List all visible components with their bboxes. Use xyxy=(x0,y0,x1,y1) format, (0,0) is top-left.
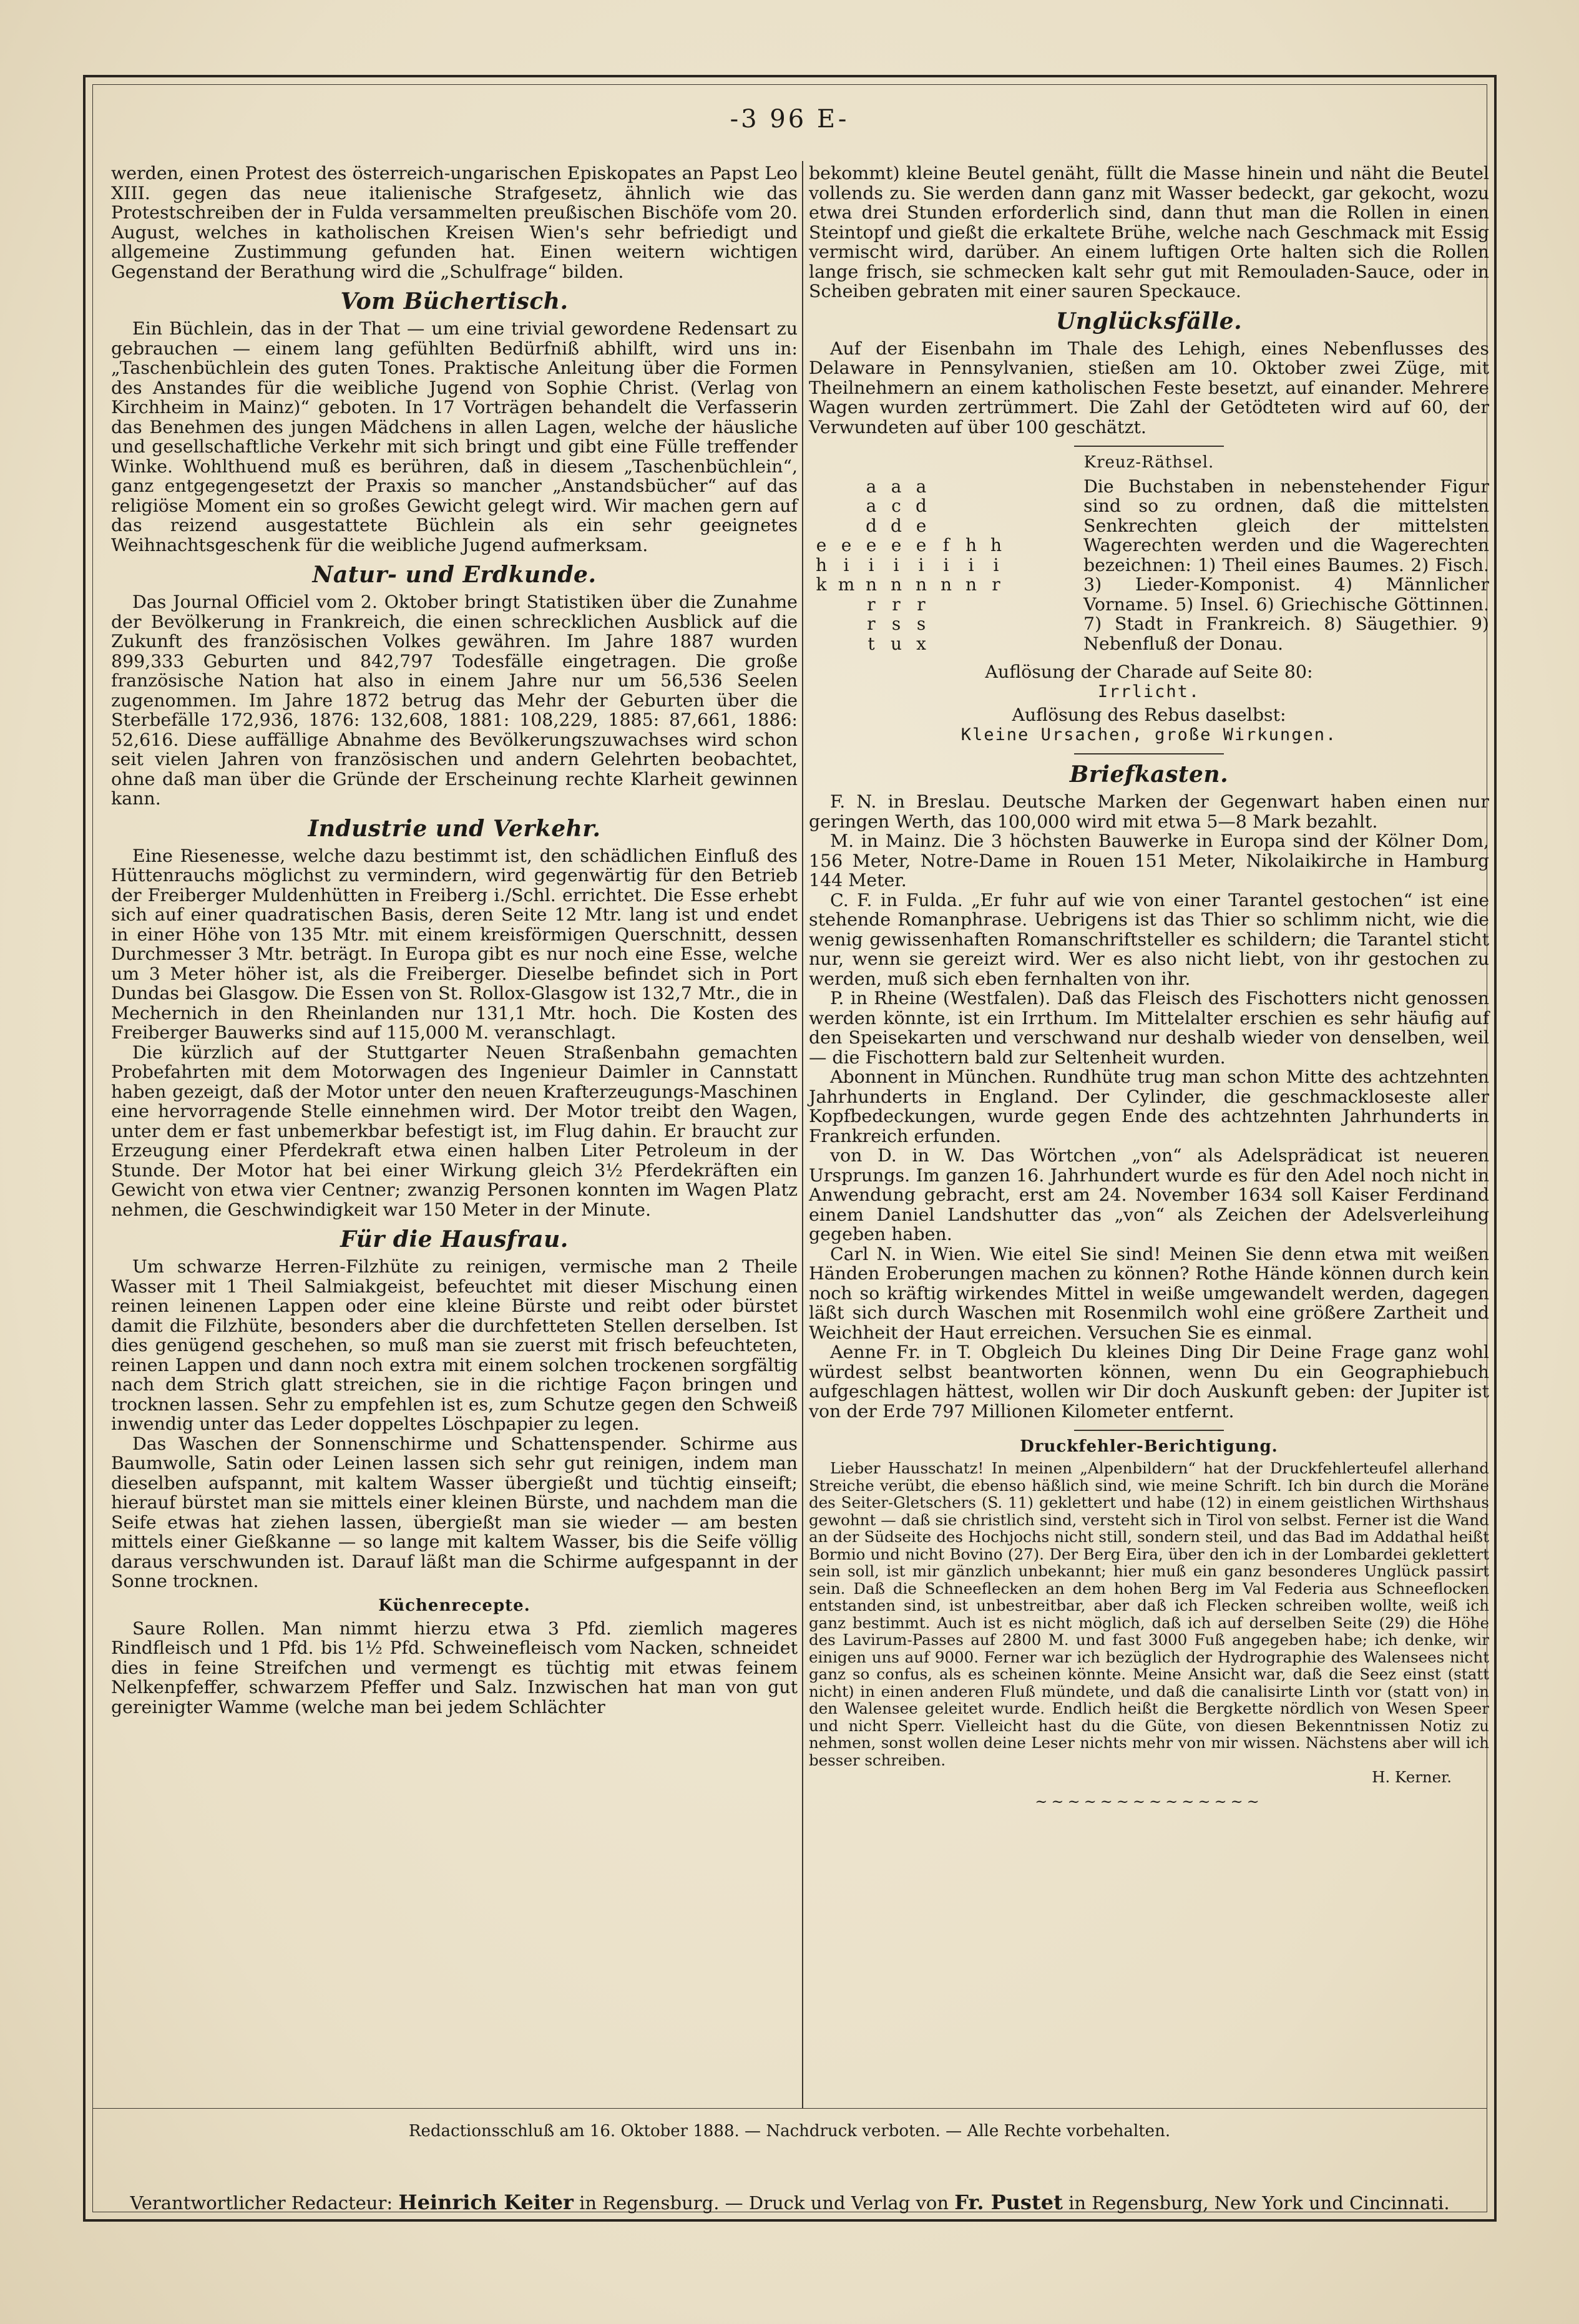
puzzle-cell xyxy=(834,477,859,497)
puzzle-cell: s xyxy=(916,613,926,634)
puzzle-instructions: Die Buchstaben in nebenstehender Figur sind so zu ordnen, daß die mittelsten Senkrechten gleich der mittelsten Wagerechten werden und die Wagerechten bezeichnen: 1) Theil eines Baumes. 2) Fisch. 3) Lieder-Komponist. 4) Männlicher Vorname. 5) Insel. 6) Griechische Göttinnen. 7) Stadt in Frankreich. 8) Säugethier. 9) Nebenfluß der Donau. xyxy=(1083,476,1489,654)
puzzle-cell: r xyxy=(867,613,876,634)
letter-entry: Aenne Fr. in T. Obgleich Du kleines Ding Dir Deine Frage ganz wohl würdest selbst beantworten können, wenn Du ein Geographiebuch aufgeschlagen hättest, wollen wir Dir doch Auskunft geben: der Jupiter ist von der Erde 797 Millionen Kilometer entfernt. xyxy=(809,1342,1489,1422)
puzzle-row xyxy=(809,477,1083,497)
puzzle-cell: i xyxy=(868,554,874,575)
solution-label-rebus: Auflösung des Rebus daselbst: xyxy=(1012,705,1286,725)
puzzle-cell xyxy=(834,496,859,516)
puzzle-cell xyxy=(934,634,959,654)
puzzle-cell: m xyxy=(838,574,855,595)
puzzle-cell: e xyxy=(816,535,827,555)
puzzle-cell xyxy=(984,595,1009,615)
article-paragraph: Das Journal Officiel vom 2. Oktober bringt Statistiken über die Zunahme der Bevölkerung in Frankreich, die einen schrecklichen Ausblick auf die Zukunft des französischen Volkes gewähren. Im Jahre 1887 wurden 899,333 Geburten und 842,797 Todesfälle eingetragen. Die große französische Nation hat also in einem Jahre nur um 56,536 Seelen zugenommen. Im Jahre 1872 betrug das Mehr der Geburten über die Sterbefälle 172,936, 1876: 132,608, 1881: 108,229, 1885: 87,661, 1886: 52,616. Diese auffällige Abnahme des Bevölkerungszuwachses wird schon seit vielen Jahren von französischen und andern Gelehrten beobachtet, ohne daß man über die Gründe der Erscheinung rechte Klarheit gewinnen kann. xyxy=(111,592,798,809)
imprint-label: Verantwortlicher Redacteur: xyxy=(130,2192,393,2214)
article-paragraph: Um schwarze Herren-Filzhüte zu reinigen, vermische man 2 Theile Wasser mit 1 Theil Salmiakgeist, befeuchtet mit dieser Mischung einen reinen leinenen Lappen oder eine kleine Bürste und reibt oder bürstet damit die Filzhüte, besonders aber die durchfetteten Stellen derselben. Ist dies genügend geschehen, so muß man sie zuerst mit frisch befeuchteten, reinen Lappen und dann noch extra mit einem solchen trockenen sorgfältig nach dem Strich glatt streichen, sie in die richtige Façon bringen und trocknen lassen. Sehr zu empfehlen ist es, zum Schutze gegen den Schweiß inwendig unter das Leder doppeltes Löschpapier zu legen. xyxy=(111,1256,798,1434)
erratum-text: Lieber Hausschatz! In meinen „Alpenbildern“ hat der Druckfehlerteufel allerhand Streiche verübt, die ebenso häßlich sind, wie meine Schrift. Ich bin durch die Moräne des Seiter-Gletschers (S. 11) geklettert und habe (12) in einem geistlichen Wirthshaus gewohnt — daß sie christlich sind, versteht sich in Tirol von selbst. Ferner ist die Wand an der Südseite des Hochjochs nicht still, sondern steil, und das Bad im Addathal heißt Bormio und nicht Bovino (27). Der Berg Eira, über den ich in der Lombardei geklettert sein soll, ist mir gänzlich unbekannt; hier muß ein ganz besonderes Unglück passirt sein. Daß die Schneeflecken an dem hohen Berg im Val Federia aus Schneeflocken entstanden sind, ist unbestreitbar, aber daß ich Flecken schreiben wollte, weiß ich ganz bestimmt. Auch ist es nicht möglich, daß ich auf derselben Seite (29) die Höhe des Lavirum-Passes auf 2800 M. und fast 3000 Fuß angegeben habe; ich denke, wir einigen uns auf 9000. Ferner war ich bezüglich der Hydrographie des Walensees nicht ganz so confus, als es scheinen könnte. Meine Ansicht war, daß die Seez einst (statt nicht) in einen anderen Fluß mündete, und daß die canalisirte Linth vor (statt von) in den Walensee geleitet wurde. Endlich heißt die Bergkette nördlich von Wesen Speer und nicht Sperr. Vielleicht hast du die Güte, von diesen Bekenntnissen Notiz zu nehmen, sonst wollen deine Leser nichts mehr von mir wissen. Nächstens aber will ich besser schreiben. xyxy=(809,1459,1489,1769)
puzzle-cell xyxy=(834,595,859,615)
puzzle-cell xyxy=(959,477,984,497)
section-title-druckfehler: Druckfehler-Berichtigung. xyxy=(1020,1437,1278,1456)
letter-entry: C. F. in Fulda. „Er fuhr auf wie von einer Tarantel gestochen“ ist eine stehende Romanphrase. Uebrigens ist das Thier so schlimm nicht, wie die wenig gewissenhaften Romanschriftsteller es schildern; die Tarantel sticht nur, wenn sie gereizt wird. Wer es also nicht liebt, von ihr gestochen zu werden, muß sich eben fernhalten von ihr. xyxy=(809,889,1489,989)
puzzle-row xyxy=(809,496,1083,516)
puzzle-cell xyxy=(984,634,1009,654)
article-paragraph: Ein Büchlein, das in der That — um eine trivial gewordene Redensart zu gebrauchen — einem lang gefühlten Bedürfniß abhilft, wird uns in: „Taschenbüchlein des guten Tones. Praktische Anleitung über die Formen des Anstandes für die weibliche Jugend von Sophie Christ. (Verlag von Kirchheim in Mainz)“ geboten. In 17 Vorträgen behandelt die Verfasserin das Benehmen des jungen Mädchens in allen Lagen, welche der häusliche und gesellschaftliche Verkehr mit sich bringt und gibt eine Fülle treffender Winke. Wohlthuend muß es berühren, daß in diesem „Taschenbüchlein“, ganz entgegengesetzt der Praxis so mancher „Anstandsbücher“ auf das religiöse Moment ein so großes Gewicht gelegt wird. Wir machen gern auf das reizend ausgestattete Büchlein als ein sehr geeignetes Weihnachtsgeschenk für die weibliche Jugend aufmerksam. xyxy=(111,318,798,555)
letter-entry: P. in Rheine (Westfalen). Daß das Fleisch des Fischotters nicht genossen werden könnte, ist ein Irrthum. Im Mittelalter erschien es sehr häufig auf den Speisekarten und verschwand nur deshalb wieder von denselben, weil — die Fischottern bald zur Seltenheit wurden. xyxy=(809,988,1489,1068)
erratum-signature: H. Kerner. xyxy=(1372,1768,1452,1786)
puzzle-cell xyxy=(934,614,959,634)
puzzle-cell: r xyxy=(892,593,901,615)
puzzle-row xyxy=(809,634,1083,654)
puzzle-cell: n xyxy=(965,574,977,595)
puzzle-cell: e xyxy=(866,535,877,555)
puzzle-cell xyxy=(934,595,959,615)
puzzle-cell: i xyxy=(968,554,974,575)
article-paragraph: Saure Rollen. Man nimmt hierzu etwa 3 Pfd. ziemlich mageres Rindfleisch und 1 Pfd. bis 1½ Pfd. Schweinefleisch vom Nacken, schneidet dies in feine Streifchen und vermengt es tüchtig mit etwas feinem Nelkenpfeffer, schwarzem Pfeffer und Salz. Inzwischen hat man von gut gereinigter Wamme (welche man bei jedem Schlächter xyxy=(111,1618,798,1717)
puzzle-row xyxy=(809,575,1083,595)
puzzle-cell: n xyxy=(865,574,877,595)
puzzle-row xyxy=(809,535,1083,555)
solution-charade: Irrlicht. xyxy=(1097,681,1201,701)
puzzle-cell xyxy=(959,614,984,634)
puzzle-cell: e xyxy=(916,535,927,555)
right-column xyxy=(809,164,1489,1812)
puzzle-cell xyxy=(834,614,859,634)
letter-entry: Abonnent in München. Rundhüte trug man schon Mitte des achtzehnten Jahrhunderts in England. Der Cylinder, die geschmackloseste aller Kopfbedeckungen, wurde gegen Ende des achtzehnten Jahrhunderts in Frankreich erfunden. xyxy=(809,1067,1489,1146)
puzzle-cell: t xyxy=(868,633,875,654)
puzzle-cell xyxy=(834,516,859,536)
solution-rebus: Kleine Ursachen, große Wirkungen. xyxy=(961,725,1337,745)
letter-entry: F. N. in Breslau. Deutsche Marken der Gegenwart haben einen nur geringen Werth, das 100,000 wird mit etwa 5—8 Mark bezahlt. xyxy=(809,791,1489,832)
left-column xyxy=(111,164,798,1717)
puzzle-cell xyxy=(809,516,834,536)
puzzle-cell xyxy=(959,634,984,654)
puzzle-cell: f xyxy=(942,535,950,555)
puzzle-row xyxy=(809,614,1083,634)
column-divider xyxy=(802,161,803,2108)
puzzle-cell: s xyxy=(891,613,901,634)
puzzle-cell xyxy=(809,477,834,497)
puzzle-cell: i xyxy=(843,554,849,575)
puzzle-cell: a xyxy=(866,496,877,516)
puzzle-cell: h xyxy=(965,535,977,555)
imprint-publisher: Fr. Pustet xyxy=(954,2190,1063,2214)
imprint-end: in Regensburg, New York und Cincinnati. xyxy=(1068,2192,1450,2214)
puzzle-cell xyxy=(809,496,834,516)
article-paragraph: Eine Riesenesse, welche dazu bestimmt ist, den schädlichen Einfluß des Hüttenrauchs möglichst zu vermindern, wird gegenwärtig für den Betrieb der Freiberger Muldenhütten in Freiberg i./Schl. errichtet. Die Esse erhebt sich auf einer quadratischen Basis, deren Seite 12 Mtr. lang ist und endet in einer Höhe von 135 Mtr. mit einem kreisförmigen Querschnitt, dessen Durchmesser 3 Mtr. beträgt. In Europa gibt es nur noch eine Esse, welche um 3 Meter höher ist, als die Freiberger. Dieselbe befindet sich in Port Dundas bei Glasgow. Die Essen von St. Rollox-Glasgow ist 132,7 Mtr., die in Mechernich in den Rheinlanden nur 131,1 Mtr. hoch. Die Kosten des Freiberger Bauwerks sind auf 115,000 M. veranschlagt. xyxy=(111,845,798,1043)
puzzle-cell xyxy=(934,477,959,497)
puzzle-cell: r xyxy=(917,593,926,615)
section-rule xyxy=(1074,753,1224,754)
puzzle-cell xyxy=(959,595,984,615)
puzzle-cell: i xyxy=(918,554,924,575)
puzzle-cell xyxy=(959,516,984,536)
section-title-kuechenrecepte: Küchenrecepte. xyxy=(378,1596,530,1615)
puzzle-cell: n xyxy=(940,574,952,595)
puzzle-letter-grid xyxy=(809,477,1083,654)
section-rule xyxy=(1074,1430,1224,1431)
section-title-briefkasten: Briefkasten. xyxy=(1069,761,1229,788)
puzzle-cell xyxy=(984,477,1009,497)
section-title-buechertisch: Vom Büchertisch. xyxy=(340,288,569,315)
puzzle-cell: d xyxy=(891,515,902,536)
closing-note: Redactionsschluß am 16. Oktober 1888. — Nachdruck verboten. — Alle Rechte vorbehalten. xyxy=(408,2122,1171,2141)
puzzle-cell: i xyxy=(993,554,999,575)
section-title-ungluecksfaelle: Unglücksfälle. xyxy=(1055,308,1243,334)
cross-puzzle xyxy=(809,477,1489,654)
puzzle-cell xyxy=(834,634,859,654)
puzzle-cell: a xyxy=(866,476,877,497)
continuation-text: bekommt) kleine Beutel genäht, füllt die Masse hinein und näht die Beutel vollends zu. Sie werden dann ganz mit Wasser bedeckt, gar gekocht, wozu etwa drei Stunden erforderlich sind, dann thut man die Rollen in einen Steintopf und gießt die erkaltete Brühe, welche nach Geschmack mit Essig vermischt wird, darüber. An einem luftigen Orte halten sich die Rollen lange frisch, sie schmecken kalt sehr gut mit Remouladen-Sauce, oder in Scheiben gebraten mit einer sauren Speckauce. xyxy=(809,163,1489,301)
puzzle-cell: i xyxy=(893,554,899,575)
puzzle-cell: c xyxy=(891,496,901,516)
imprint-middle: in Regensburg. — Druck und Verlag von xyxy=(579,2192,949,2214)
continuation-text: werden, einen Protest des österreich-ungarischen Episkopates an Papst Leo XIII. gegen das neue italienische Strafgesetz, ähnlich wie das Protestschreiben der in Fulda versammelten preußischen Bischöfe vom 20. August, welches in katholischen Kreisen Wien's sehr befriedigt und allgemeine Zustimmung gefunden hat. Einen weitern wichtigen Gegenstand der Berathung wird die „Schulfrage“ bilden. xyxy=(111,163,798,282)
puzzle-cell: d xyxy=(916,496,927,516)
puzzle-cell xyxy=(934,496,959,516)
page-number: -3 96 E- xyxy=(730,105,849,134)
imprint-editor: Heinrich Keiter xyxy=(398,2190,574,2214)
section-title-industrie: Industrie und Verkehr. xyxy=(308,815,601,842)
puzzle-cell xyxy=(959,496,984,516)
puzzle-cell xyxy=(809,634,834,654)
section-title-natur: Natur- und Erdkunde. xyxy=(312,562,597,588)
puzzle-row xyxy=(809,555,1083,575)
letter-entry: Carl N. in Wien. Wie eitel Sie sind! Meinen Sie denn etwa mit weißen Händen Eroberungen machen zu können? Rothe Hände können durch kein noch so kräftig wirkendes Mittel in weiße umgewandelt werden, dagegen läßt sich durch Waschen mit Rosenmilch wohl eine größere Zartheit und Weichheit der Haut erreichen. Versuchen Sie es einmal. xyxy=(809,1243,1489,1343)
puzzle-cell: h xyxy=(990,535,1002,555)
puzzle-cell: r xyxy=(992,574,1000,595)
puzzle-cell: r xyxy=(867,593,876,615)
article-paragraph: Das Waschen der Sonnenschirme und Schattenspender. Schirme aus Baumwolle, Satin oder Leinen lassen sich sehr gut reinigen, indem man dieselben aufspannt, mit kaltem Wasser übergießt und tüchtig einseift; hierauf bürstet man sie mittels einer kleinen Bürste, und nachdem man die Seife etwas hat ziehen lassen, übergießt man sie wieder — am besten mittels einer Gießkanne — so lange mit kaltem Wasser, bis die Seife völlig daraus verschwunden ist. Darauf läßt man die Schirme aufgespannt in der Sonne trocknen. xyxy=(111,1433,798,1591)
puzzle-cell: x xyxy=(916,633,926,654)
puzzle-cell: e xyxy=(891,535,902,555)
letter-entry: M. in Mainz. Die 3 höchsten Bauwerke in Europa sind der Kölner Dom, 156 Meter, Notre-Dame in Rouen 151 Meter, Nikolaikirche in Hamburg 144 Meter. xyxy=(809,831,1489,891)
puzzle-title: Kreuz-Räthsel. xyxy=(1083,453,1215,472)
article-paragraph: Die kürzlich auf der Stuttgarter Neuen Straßenbahn gemachten Probefahrten mit dem Motorwagen des Ingenieur Daimler in Cannstatt haben gezeigt, daß der Motor unter den neuen Krafterzeugungs-Maschinen eine hervorragende Stelle einnehmen wird. Der Motor treibt den Wagen, unter dem er fast unbemerkbar befestigt ist, im Flug dahin. Er braucht zur Erzeugung einer Pferdekraft etwa einen halben Liter Petroleum in der Stunde. Der Motor hat bei einer Wirkung gleich 3½ Pferdekräften ein Gewicht von etwa vier Centner; zwanzig Personen konnten im Wagen Platz nehmen, die Geschwindigkeit war 150 Meter in der Minute. xyxy=(111,1042,798,1220)
section-rule xyxy=(1074,446,1224,447)
puzzle-cell: h xyxy=(815,554,828,575)
puzzle-row xyxy=(809,516,1083,536)
puzzle-cell xyxy=(984,614,1009,634)
puzzle-cell: u xyxy=(890,633,902,654)
puzzle-cell xyxy=(809,595,834,615)
puzzle-cell: i xyxy=(943,554,949,575)
puzzle-cell: a xyxy=(891,476,902,497)
puzzle-cell: e xyxy=(916,515,927,536)
puzzle-cell xyxy=(809,614,834,634)
footer-rule xyxy=(92,2108,1487,2109)
puzzle-cell xyxy=(984,516,1009,536)
puzzle-cell: n xyxy=(915,574,927,595)
end-ornament: ~~~~~~~~~~~~~~ xyxy=(1035,1792,1263,1810)
puzzle-row xyxy=(809,595,1083,615)
letter-entry: von D. in W. Das Wörtchen „von“ als Adelsprädicat ist neueren Ursprungs. Im ganzen 16. Jahrhundert wurde es für den Adel noch nicht in Anwendung gebracht, erst am 24. November 1634 soll Kaiser Ferdinand einem Daniel Landshutter das „von“ als Zeichen der Adelsverleihung gegeben haben. xyxy=(809,1145,1489,1244)
puzzle-cell: e xyxy=(841,535,852,555)
puzzle-cell: a xyxy=(916,476,927,497)
puzzle-cell: n xyxy=(890,574,902,595)
puzzle-cell xyxy=(984,496,1009,516)
puzzle-cell xyxy=(934,516,959,536)
puzzle-cell: k xyxy=(816,574,827,595)
section-title-hausfrau: Für die Hausfrau. xyxy=(340,1226,569,1252)
solution-label-charade: Auflösung der Charade auf Seite 80: xyxy=(985,662,1313,682)
imprint xyxy=(92,2190,1487,2214)
puzzle-cell: d xyxy=(866,515,877,536)
article-paragraph: Auf der Eisenbahn im Thale des Lehigh, eines Nebenflusses des Delaware in Pennsylvanien, stießen am 10. Oktober zwei Züge, mit Theilnehmern an einem katholischen Feste besetzt, auf einander. Mehrere Wagen wurden zertrümmert. Die Zahl der Getödteten wird auf 60, der Verwundeten auf über 100 geschätzt. xyxy=(809,338,1489,437)
